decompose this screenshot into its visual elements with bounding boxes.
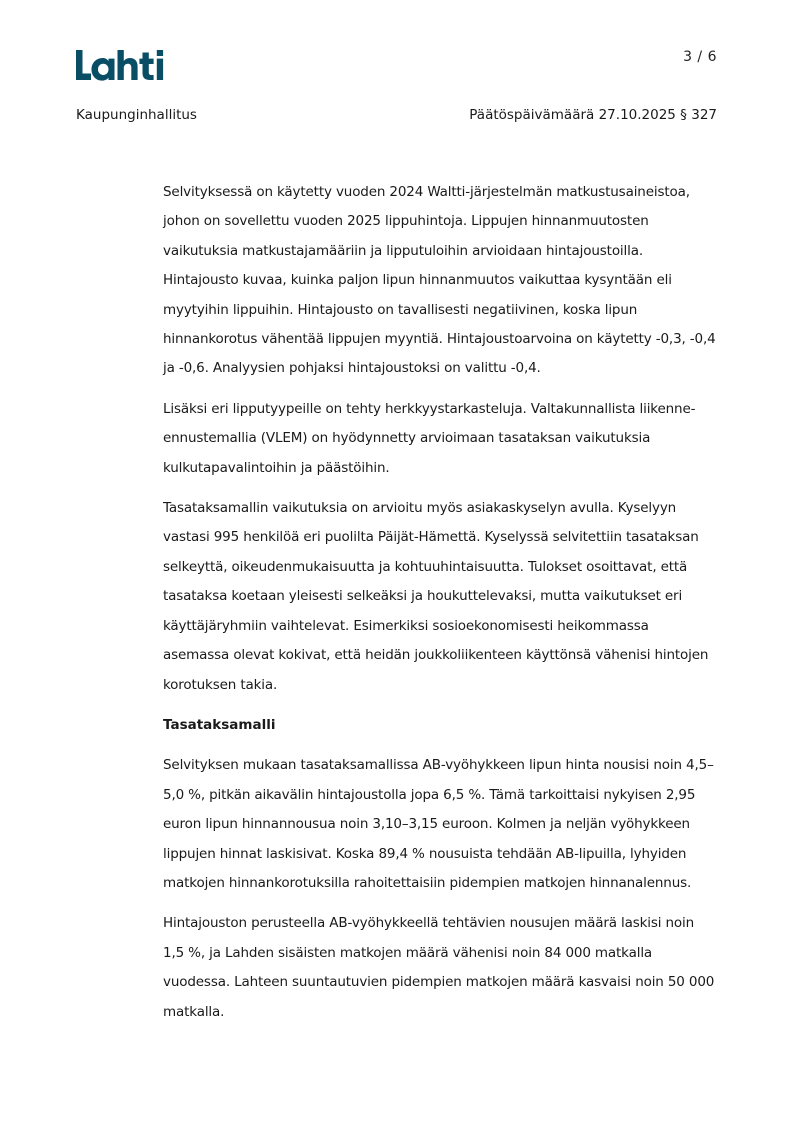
lahti-logo [76,48,168,82]
paragraph-sensitivity: Lisäksi eri lipputyypeille on tehty herkkyystarkasteluja. Valtakunnallista liikenne-ennustemallia (VLEM) on hyödynnetty arvioimaan tasataksan vaikutuksia kulkutapavalintoihin ja päästöihin. [163,400,696,476]
paragraph-survey: Tasataksamallin vaikutuksia on arvioitu myös asiakaskyselyn avulla. Kyselyyn vastasi 995 henkilöä eri puolilta Päijät-Hämettä. Kyselyssä selvitettiin tasataksan selkeyttä, oikeudenmukaisuutta ja kohtuuhintaisuutta. Tulokset osoittavat, että tasataksa koetaan yleisesti selkeäksi ja houkuttelevaksi, mutta vaikutukset eri käyttäjäryhmiin vaihtelevat. Esimerkiksi sosioekonomisesti heikommassa asemassa olevat kokivat, että heidän joukkoliikenteen käyttönsä vähenisi hintojen korotuksen takia. [163,500,709,693]
lahti-logo-mark [76,48,168,82]
section-heading-tasataksamalli: Tasataksamalli [163,716,276,733]
page-number: 3 / 6 [683,49,717,65]
paragraph-price-change: Selvityksen mukaan tasataksamallissa AB-vyöhykkeen lipun hinta nousisi noin 4,5–5,0 %, pitkän aikavälin hintajoustolla jopa 6,5 %. Tämä tarkoittaisi nykyisen 2,95 euron lipun hinnannousua noin 3,10–3,15 euroon. Kolmen ja neljän vyöhykkeen lippujen hinnat laskisivat. Koska 89,4 % nousuista tehdään AB-lipuilla, lyhyiden matkojen hinnankorotuksilla rahoitettaisiin pidempien matkojen hinnanalennus. [163,757,714,891]
paragraph-methodology: Selvityksessä on käytetty vuoden 2024 Waltti-järjestelmän matkustusaineistoa, johon on sovellettu vuoden 2025 lippuhintoja. Lippujen hinnanmuutosten vaikutuksia matkustajamääriin ja lipputuloihin arvioidaan hintajoustoilla. Hintajousto kuvaa, kuinka paljon lipun hinnanmuutos vaikuttaa kysyntään eli myytyihin lippuihin. Hintajousto on tavallisesti negatiivinen, koska lipun hinnankorotus vähentää lippujen myyntiä. Hintajoustoarvoina on käytetty -0,3, -0,4 ja -0,6. Analyysien pohjaksi hintajoustoksi on valittu -0,4. [163,184,716,377]
document-body [163,178,719,1038]
decision-date: Päätöspäivämäärä 27.10.2025 § 327 [469,107,717,123]
organization-name: Kaupunginhallitus [76,107,197,123]
paragraph-trip-volume: Hintajouston perusteella AB-vyöhykkeellä tehtävien nousujen määrä laskisi noin 1,5 %, ja Lahden sisäisten matkojen määrä vähenisi noin 84 000 matkalla vuodessa. Lahteen suuntautuvien pidempien matkojen määrä kasvaisi noin 50 000 matkalla. [163,915,715,1020]
